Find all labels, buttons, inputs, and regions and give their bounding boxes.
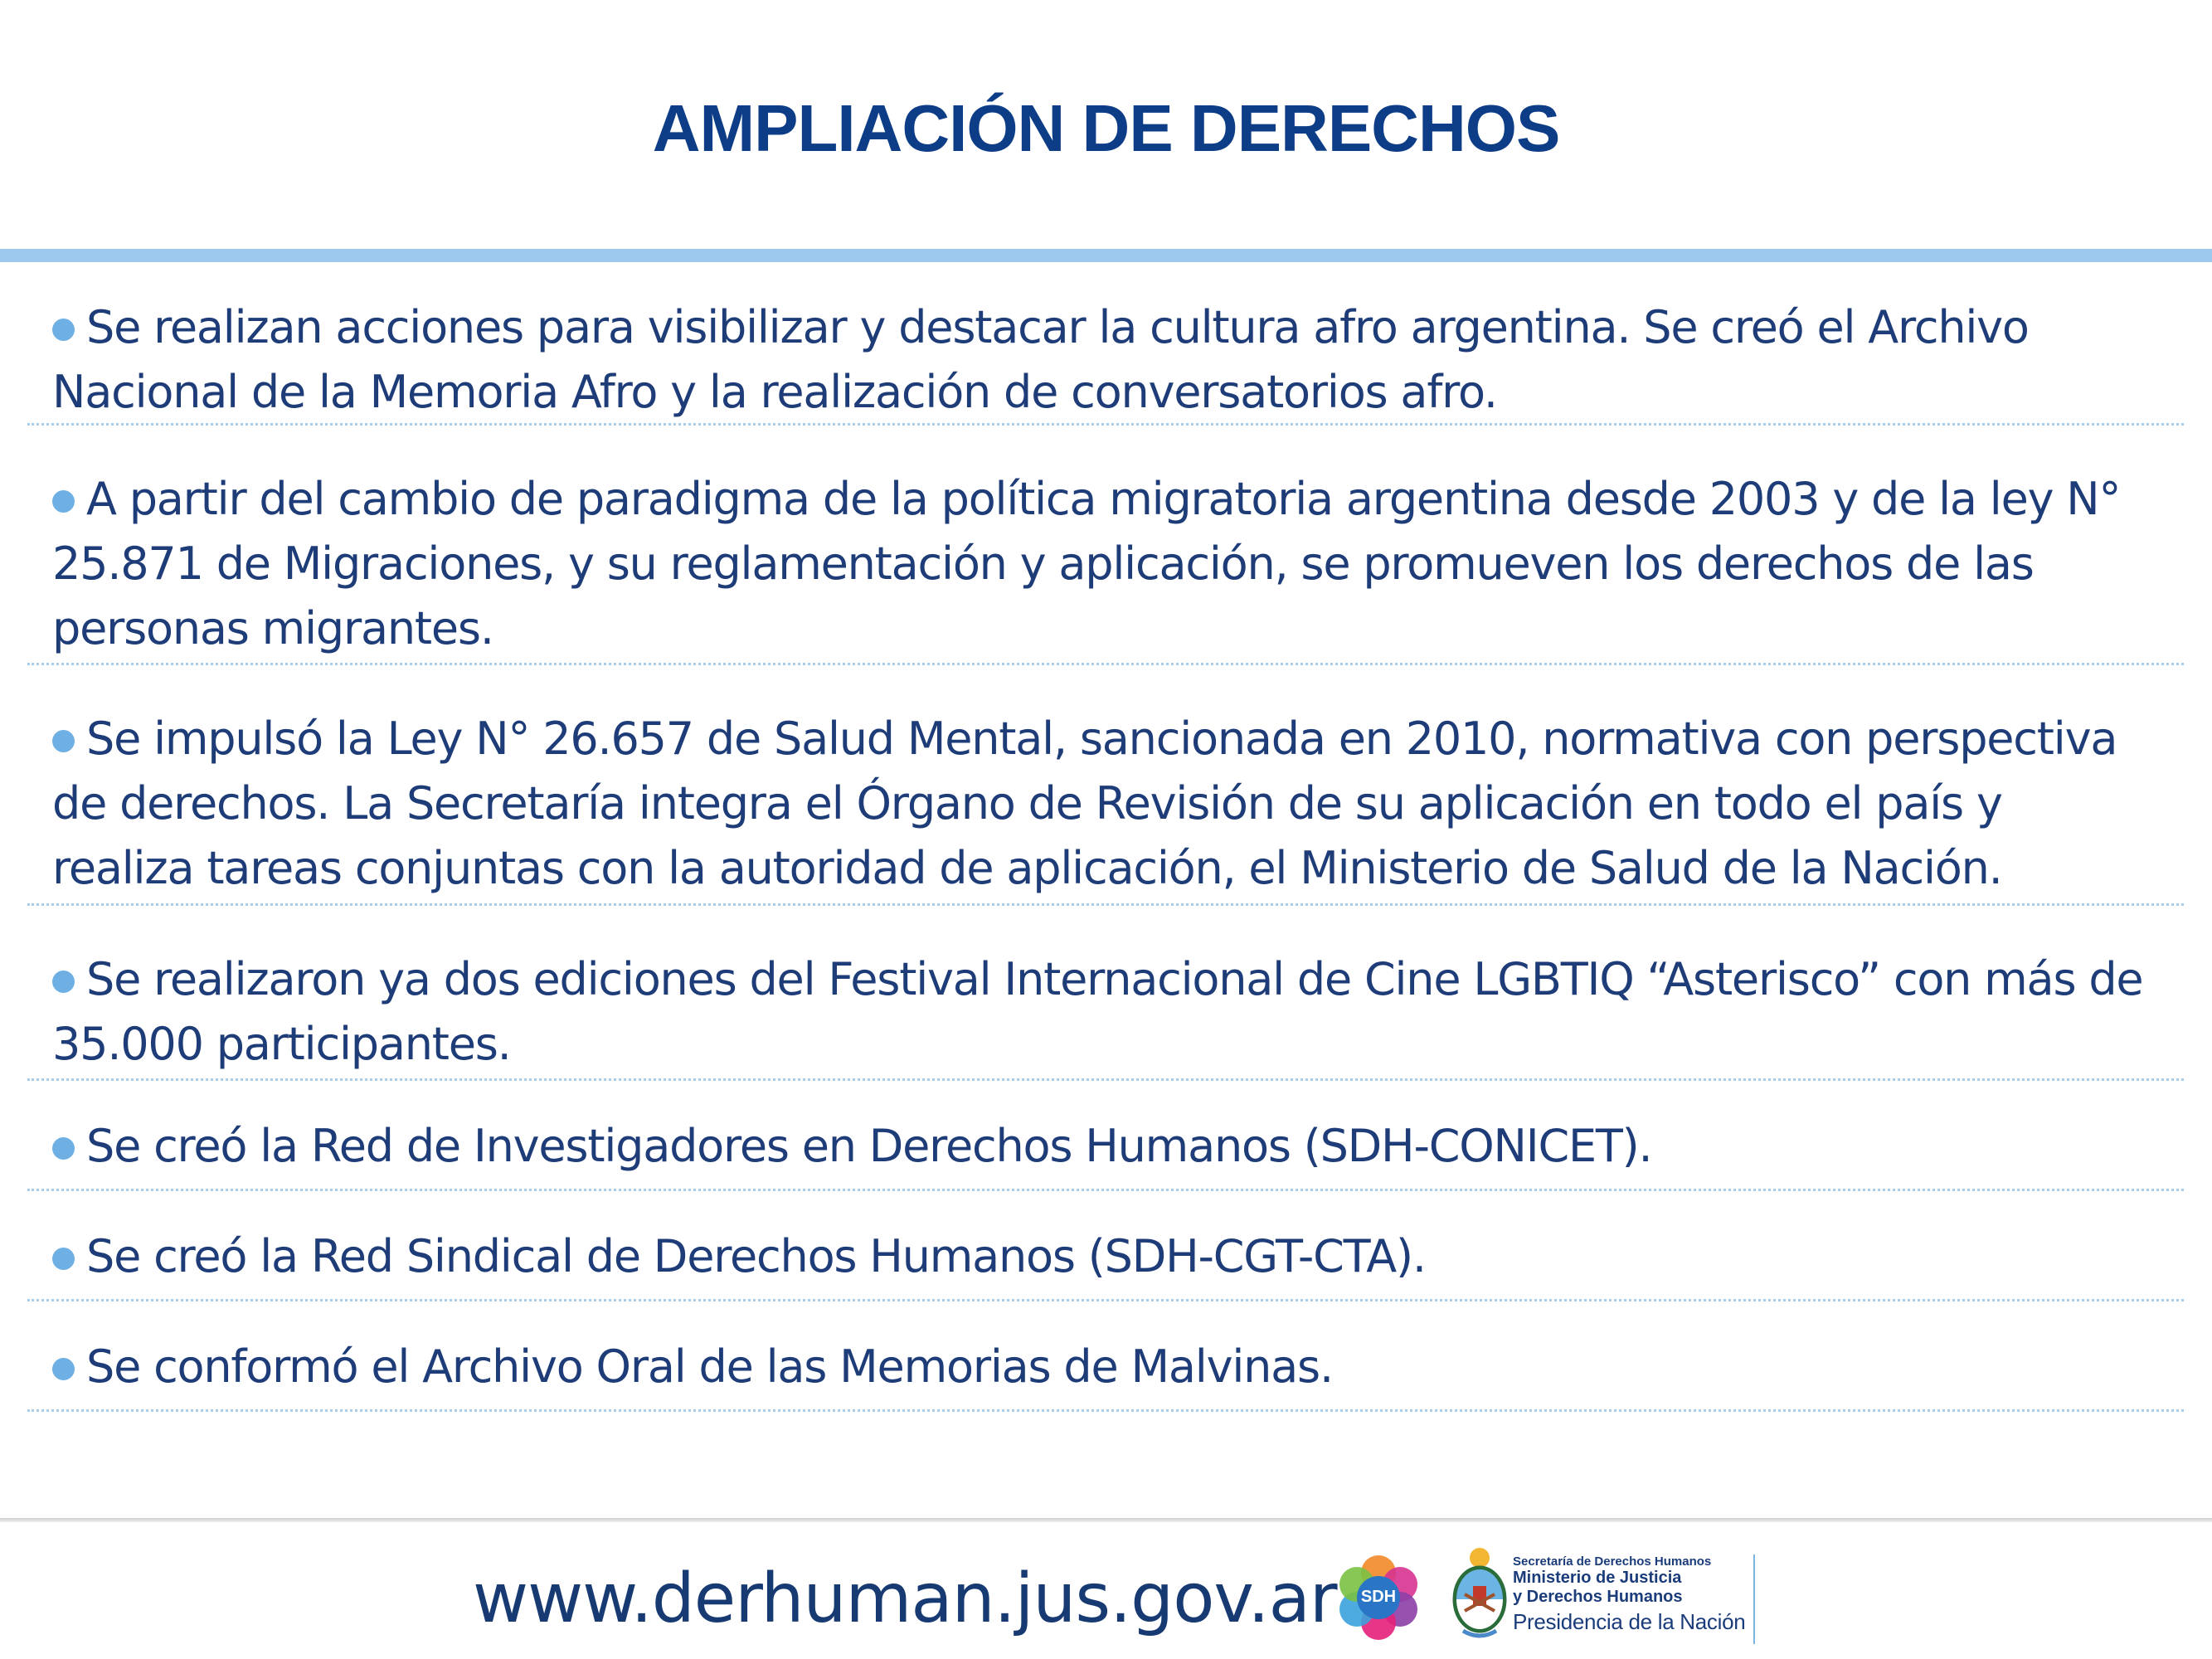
list-item <box>27 1081 2184 1191</box>
gov-ministry: Ministerio de Justicia <box>1513 1569 1682 1587</box>
national-emblem-icon <box>1448 1545 1511 1642</box>
bullet-dot-icon <box>52 730 75 752</box>
item-text: Se realizan acciones para visibilizar y destacar la cultura afro argentina. Se creó el Archivo Nacional de la Memoria Afro y la realización de conversatorios afro. <box>52 301 2029 418</box>
item-text: Se impulsó la Ley N° 26.657 de Salud Mental, sancionada en 2010, normativa con perspectiva de derechos. La Secretaría integra el Órgano de Revisión de su aplicación en todo el país y realiza tareas conjuntas con la autoridad de aplicación, el Ministerio de Salud de la Nación. <box>52 713 2117 894</box>
list-item <box>27 426 2184 665</box>
item-text: A partir del cambio de paradigma de la política migratoria argentina desde 2003 y de la ley N° 25.871 de Migraciones, y su reglamentación y aplicación, se promueven los derechos de las personas migrantes. <box>52 473 2121 654</box>
item-text: Se conformó el Archivo Oral de las Memorias de Malvinas. <box>86 1340 1333 1393</box>
gov-presidency: Presidencia de la Nación <box>1513 1609 1746 1634</box>
government-credit <box>1513 1554 1755 1644</box>
list-item <box>27 1301 2184 1412</box>
bullet-dot-icon <box>52 490 75 513</box>
list-item <box>27 906 2184 1081</box>
gov-ministry-2: y Derechos Humanos <box>1513 1588 1683 1606</box>
gov-secretariat: Secretaría de Derechos Humanos <box>1513 1554 1712 1569</box>
bullet-dot-icon <box>52 1137 75 1160</box>
list-item <box>27 1191 2184 1301</box>
page-title: AMPLIACIÓN DE DERECHOS <box>652 91 1560 165</box>
footer-divider <box>0 1518 2212 1522</box>
website-url[interactable]: www.derhuman.jus.gov.ar <box>473 1559 1337 1638</box>
bullet-dot-icon <box>52 319 75 341</box>
item-text: Se realizaron ya dos ediciones del Festival Internacional de Cine LGBTIQ “Asterisco” con más de 35.000 participantes. <box>52 953 2143 1070</box>
sdh-logo-label: SDH <box>1360 1588 1397 1606</box>
bullet-dot-icon <box>52 971 75 993</box>
bullet-dot-icon <box>52 1248 75 1270</box>
list-item <box>27 262 2184 426</box>
item-text: Se creó la Red Sindical de Derechos Humanos (SDH-CGT-CTA). <box>86 1230 1426 1282</box>
item-text: Se creó la Red de Investigadores en Derechos Humanos (SDH-CONICET). <box>86 1120 1652 1172</box>
rights-list <box>27 262 2184 1412</box>
header-divider <box>0 249 2212 262</box>
bullet-dot-icon <box>52 1358 75 1380</box>
list-item <box>27 665 2184 906</box>
